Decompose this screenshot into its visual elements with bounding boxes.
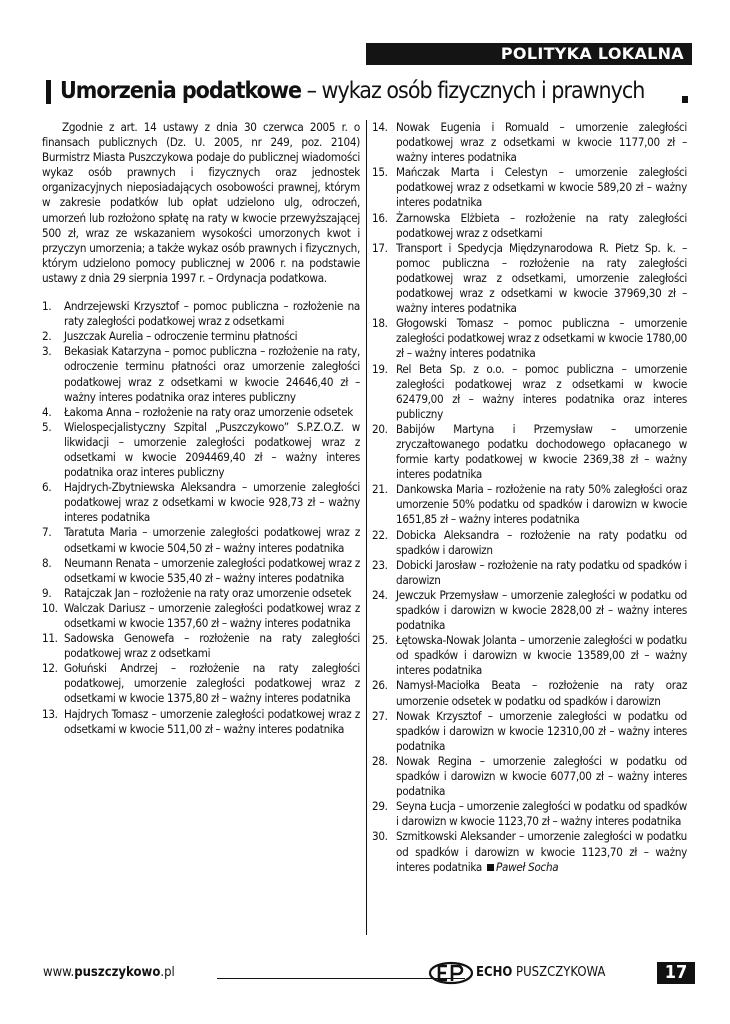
item-text: Taratuta Maria – umorzenie zaległości podatkowej wraz z odsetkami w kwocie 504,50 zł – ważny interes podatnika: [64, 525, 360, 555]
item-text: Rel Beta Sp. z o.o. – pomoc publiczna – umorzenie zaległości podatkowej wraz z odsetkami w kwocie 62479,00 zł – ważny interes podatnika oraz interes publiczny: [396, 361, 687, 421]
item-number: 27.: [372, 708, 388, 723]
item-number: 19.: [372, 361, 388, 376]
list-item: [42, 631, 360, 661]
item-text: Ratajczak Jan – rozłożenie na raty oraz umorzenie odsetek: [64, 585, 352, 600]
item-text: Nowak Regina – umorzenie zaległości w podatku od spadków i darowizn w kwocie 6077,00 zł – ważny interes podatnika: [396, 753, 687, 799]
item-number: 3.: [42, 344, 52, 359]
item-text: Jewczuk Przemysław – umorzenie zaległości w podatku od spadków i darowizn w kwocie 2828,00 zł – ważny interes podatnika: [396, 587, 687, 633]
list-item: [42, 344, 360, 404]
end-of-article-mark: [487, 864, 494, 871]
item-text: Walczak Dariusz – umorzenie zaległości podatkowej wraz z odsetkami w kwocie 1357,60 zł – ważny interes podatnika: [64, 600, 360, 630]
title-end-mark: [682, 96, 688, 103]
item-number: 30.: [372, 829, 388, 844]
item-number: 26.: [372, 678, 388, 693]
list-item: [42, 299, 360, 329]
item-text: Bekasiak Katarzyna – pomoc publiczna – rozłożenie na raty, odroczenie terminu płatności oraz umorzenie zaległości podatkowej wraz z odsetkami w kwocie 24646,40 zł – ważny interes podatnika oraz interes publiczny: [64, 344, 360, 404]
item-number: 17.: [372, 240, 388, 255]
website-prefix: www.: [43, 965, 75, 980]
list-item: [372, 528, 687, 558]
item-number: 13.: [42, 706, 58, 721]
item-number: 1.: [42, 299, 52, 314]
page-footer: [43, 963, 695, 983]
item-text: Mańczak Marta i Celestyn – umorzenie zaległości podatkowej wraz z odsetkami w kwocie 589,20 zł – ważny interes podatnika: [396, 165, 687, 210]
article-title: [60, 74, 644, 108]
magazine-name: [476, 963, 605, 983]
item-text: Juszczak Aurelia – odroczenie terminu płatności: [64, 329, 298, 344]
item-text: Łętowska-Nowak Jolanta – umorzenie zaległości w podatku od spadków i darowizn w kwocie 13589,00 zł – ważny interes podatnika: [396, 633, 687, 678]
item-text: Dobicki Jarosław – rozłożenie na raty podatku od spadków i darowizn: [396, 557, 687, 587]
item-number: 23.: [372, 557, 388, 572]
item-number: 25.: [372, 633, 388, 648]
item-number: 5.: [42, 419, 52, 434]
item-text: Hajdrych Tomasz – umorzenie zaległości podatkowej wraz z odsetkami w kwocie 511,00 zł – ważny interes podatnika: [64, 706, 360, 736]
right-column: [372, 120, 687, 875]
list-item: [42, 420, 360, 480]
list-item: [42, 601, 360, 631]
list-item: [42, 556, 360, 586]
list-item: [372, 678, 687, 708]
item-text: Andrzejewski Krzysztof – pomoc publiczna – rozłożenie na raty zaległości podatkowej wraz z odsetkami: [64, 299, 360, 329]
website-link[interactable]: [43, 963, 175, 983]
item-text: Głogowski Tomasz – pomoc publiczna – umorzenie zaległości podatkowej wraz z odsetkami w kwocie 1780,00 zł – ważny interes podatnika: [396, 316, 687, 361]
item-number: 15.: [372, 165, 388, 180]
ep-logo-icon: [428, 961, 474, 985]
list-item: [372, 799, 687, 829]
magazine-name-rest: PUSZCZYKOWA: [512, 965, 606, 980]
item-number: 2.: [42, 329, 52, 344]
item-text: Sadowska Genowefa – rozłożenie na raty zaległości podatkowej wraz z odsetkami: [64, 631, 360, 661]
list-item: [372, 633, 687, 678]
item-number: 11.: [42, 631, 58, 646]
magazine-name-bold: ECHO: [476, 965, 513, 980]
title-accent-bar: [46, 80, 51, 104]
item-text: Babijów Martyna i Przemysław – umorzenie zryczałtowanego podatku dochodowego opłacanego w formie karty podatkowej w kwocie 2369,38 zł – ważny interes podatnika: [396, 421, 687, 482]
item-number: 8.: [42, 555, 52, 570]
website-suffix: .pl: [160, 965, 175, 980]
item-number: 24.: [372, 587, 388, 602]
list-item: [372, 241, 687, 316]
item-number: 9.: [42, 585, 52, 600]
list-item: [372, 588, 687, 633]
item-text: Dobicka Aleksandra – rozłożenie na raty podatku od spadków i darowizn: [396, 527, 687, 557]
item-number: 14.: [372, 120, 388, 134]
list-item: [372, 422, 687, 482]
item-text: Hajdrych-Zbytniewska Aleksandra – umorzenie zaległości podatkowej wraz z odsetkami w kwocie 928,73 zł – ważny interes podatnika: [64, 480, 360, 525]
list-item: [42, 707, 360, 737]
list-item: [42, 405, 360, 420]
left-column: [42, 120, 360, 737]
list-item: [372, 362, 687, 422]
item-text: Seyna Łucja – umorzenie zaległości w podatku od spadków i darowizn w kwocie 1123,70 zł – ważny interes podatnika: [396, 799, 687, 829]
item-text: Wielospecjalistyczny Szpital „Puszczykowo” S.P.Z.O.Z. w likwidacji – umorzenie zaległości podatkowej wraz z odsetkami w kwocie 2094469,40 zł – ważny interes podatnika oraz interes publiczny: [64, 419, 360, 480]
section-label: POLITYKA LOKALNA: [366, 43, 692, 65]
item-text: Gołuński Andrzej – rozłożenie na raty zaległości podatkowej, umorzenie zaległości podatkowej wraz z odsetkami w kwocie 1375,80 zł – ważny interes podatnika: [64, 661, 360, 706]
list-item: [42, 480, 360, 525]
list-item: [42, 525, 360, 555]
item-number: 22.: [372, 527, 388, 542]
item-number: 16.: [372, 210, 388, 225]
item-number: 10.: [42, 600, 58, 615]
list-item: [42, 329, 360, 344]
author-signature: Paweł Socha: [495, 859, 559, 874]
list-item: [372, 165, 687, 210]
item-text: Żarnowska Elżbieta – rozłożenie na raty zaległości podatkowej wraz z odsetkami: [396, 210, 687, 240]
list-item: [372, 558, 687, 588]
list-item: [372, 120, 687, 165]
item-number: 6.: [42, 480, 52, 495]
list-item: [372, 316, 687, 361]
intro-paragraph: Zgodnie z art. 14 ustawy z dnia 30 czerwca 2005 r. o finansach publicznych (Dz. U. 2005, nr 249, poz. 2104) Burmistrz Miasta Puszczykowa podaje do publicznej wiadomości wykaz osób prawnych i fizycznych oraz jednostek organizacyjnych nieposiadających osobowości prawnej, którym w zakresie podatków lub opłat udzielono ulg, odroczeń, umorzeń lub rozłożono spłatę na raty w kwocie przewyższającej 500 zł, wraz ze wskazaniem wysokości umorzonych kwot i przyczyn umorzenia; a także wykaz osób prawnych i fizycznych, którym udzielono pomocy publicznej w 2006 r. na podstawie ustawy z dnia 29 sierpnia 1997 r. – Ordynacja podatkowa.: [42, 120, 360, 285]
exemption-list-left: [42, 299, 360, 737]
item-text: Dankowska Maria – rozłożenie na raty 50% zaległości oraz umorzenie 50% podatku od spadków i darowizn w kwocie 1651,85 zł – ważny interes podatnika: [396, 482, 687, 527]
exemption-list-right: [372, 120, 687, 875]
item-number: 4.: [42, 404, 52, 419]
list-item: [42, 661, 360, 706]
list-item: [42, 586, 360, 601]
list-item: [372, 482, 687, 527]
item-text: Nowak Krzysztof – umorzenie zaległości w podatku od spadków i darowizn w kwocie 12310,00 zł – ważny interes podatnika: [396, 708, 687, 753]
list-item: [372, 709, 687, 754]
website-name: puszczykowo: [74, 965, 161, 980]
page-number: 17: [657, 962, 695, 984]
list-item: [372, 829, 687, 874]
article-header: [40, 74, 692, 108]
item-number: 18.: [372, 316, 388, 331]
article-title-bold: Umorzenia podatkowe: [60, 78, 302, 104]
list-item: [372, 211, 687, 241]
item-number: 12.: [42, 661, 58, 676]
item-text: Neumann Renata – umorzenie zaległości podatkowej wraz z odsetkami w kwocie 535,40 zł – ważny interes podatnika: [64, 555, 360, 585]
item-text: Namysł-Maciołka Beata – rozłożenie na raty oraz umorzenie odsetek w podatku od spadków i darowizn: [396, 678, 687, 708]
item-number: 28.: [372, 753, 388, 768]
column-divider: [366, 120, 367, 935]
item-text: Szmitkowski Aleksander – umorzenie zaległości w podatku od spadków i darowizn w kwocie 1123,70 zł – ważny interes podatnika: [396, 829, 687, 874]
item-text: Łakoma Anna – rozłożenie na raty oraz umorzenie odsetek: [64, 404, 353, 419]
item-number: 20.: [372, 421, 388, 436]
item-number: 29.: [372, 799, 388, 814]
item-number: 7.: [42, 525, 52, 540]
list-item: [372, 754, 687, 799]
item-text: Nowak Eugenia i Romuald – umorzenie zaległości podatkowej wraz z odsetkami w kwocie 1177,00 zł – ważny interes podatnika: [396, 120, 687, 165]
item-text: Transport i Spedycja Międzynarodowa R. Pietz Sp. k. – pomoc publiczna – rozłożenie na raty zaległości podatkowej wraz z odsetkami, umorzenie zaległości podatkowej wraz z odsetkami w kwocie 37969,30 zł – ważny interes podatnika: [396, 240, 687, 316]
article-title-rest: – wykaz osób fizycznych i prawnych: [301, 78, 645, 104]
item-number: 21.: [372, 482, 388, 497]
